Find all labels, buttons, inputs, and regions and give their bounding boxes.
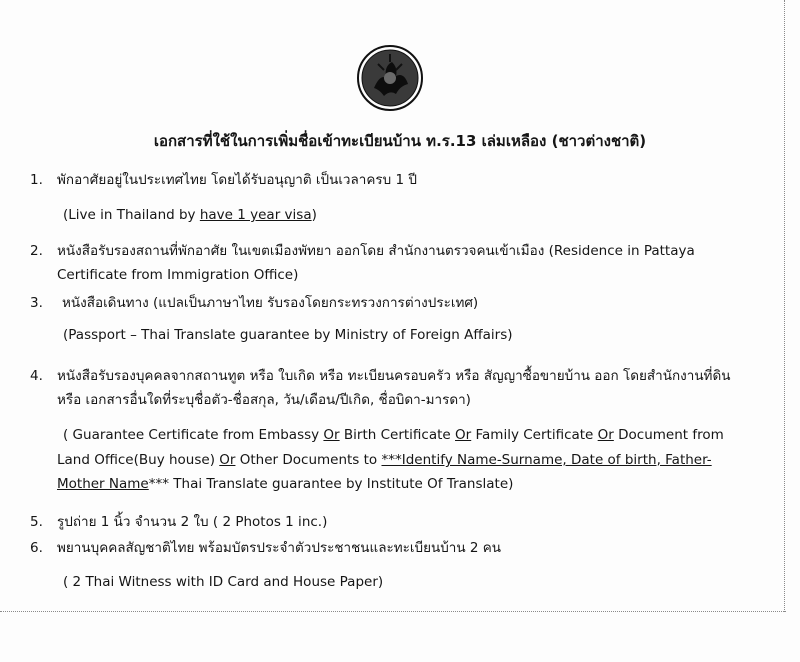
item-text-english: ( 2 Thai Witness with ID Card and House Paper) xyxy=(63,574,384,590)
page-title: เอกสารที่ใช้ในการเพิ่มชื่อเข้าทะเบียนบ้าน ท.ร.13 เล่มเหลือง (ชาวต่างชาติ) xyxy=(153,132,647,150)
government-seal-icon xyxy=(356,44,424,112)
underlined-text: Or xyxy=(219,452,236,468)
underlined-text: Or xyxy=(323,427,340,443)
item-number: 3. xyxy=(30,295,43,311)
item-text-thai: รูปถ่าย 1 นิ้ว จำนวน 2 ใบ ( 2 Photos 1 inc.) xyxy=(57,514,328,530)
item-text-english xyxy=(57,475,513,493)
item-text-thai: หนังสือรับรองบุคคลจากสถานทูต หรือ ใบเกิด หรือ ทะเบียนครอบครัว หรือ สัญญาซื้อขายบ้าน ออก โดยสำนักงานที่ดิน xyxy=(57,368,731,384)
text-segment: Land Office(Buy house) xyxy=(57,452,220,468)
item-text-english xyxy=(63,206,317,224)
item-number: 2. xyxy=(30,243,43,259)
text-segment: ) xyxy=(311,207,317,223)
text-segment: Family Certificate xyxy=(471,427,598,443)
item-number: 6. xyxy=(30,540,43,556)
item-text-thai: พักอาศัยอยู่ในประเทศไทย โดยได้รับอนุญาติ เป็นเวลาครบ 1 ปี xyxy=(57,172,417,188)
text-segment: Other Documents to xyxy=(235,452,382,468)
underlined-text: Or xyxy=(597,427,614,443)
underlined-text: Mother Name xyxy=(57,476,149,492)
item-number: 5. xyxy=(30,514,43,530)
item-text-english xyxy=(63,426,724,444)
text-segment: *** Thai Translate guarantee by Institute Of Translate) xyxy=(148,476,514,492)
text-segment: Document from xyxy=(613,427,724,443)
item-text-thai: พยานบุคคลสัญชาติไทย พร้อมบัตรประจำตัวประชาชนและทะเบียนบ้าน 2 คน xyxy=(57,540,502,556)
item-text-continued: Certificate from Immigration Office) xyxy=(57,267,299,283)
text-segment: Birth Certificate xyxy=(339,427,456,443)
underlined-text: ***Identify Name-Surname, Date of birth, Father- xyxy=(381,452,712,468)
item-number: 1. xyxy=(30,172,43,188)
item-text-thai: หนังสือรับรองสถานที่พักอาศัย ในเขตเมืองพัทยา ออกโดย สำนักงานตรวจคนเข้าเมือง (Residence in Pattaya xyxy=(57,243,695,259)
underlined-text: have 1 year visa xyxy=(199,207,312,223)
page-border-right xyxy=(784,0,785,612)
page-border-bottom xyxy=(0,611,786,612)
text-segment: (Live in Thailand by xyxy=(63,207,200,223)
item-text-thai: หนังสือเดินทาง (แปลเป็นภาษาไทย รับรองโดยกระทรวงการต่างประเทศ) xyxy=(62,295,479,311)
underlined-text: Or xyxy=(455,427,472,443)
item-text-english xyxy=(57,451,712,469)
item-text-continued: หรือ เอกสารอื่นใดที่ระบุชื่อตัว-ชื่อสกุล, วัน/เดือน/ปีเกิด, ชื่อบิดา-มารดา) xyxy=(57,392,471,408)
item-text-english: (Passport – Thai Translate guarantee by Ministry of Foreign Affairs) xyxy=(63,327,513,343)
item-number: 4. xyxy=(30,368,43,384)
text-segment: ( Guarantee Certificate from Embassy xyxy=(63,427,324,443)
